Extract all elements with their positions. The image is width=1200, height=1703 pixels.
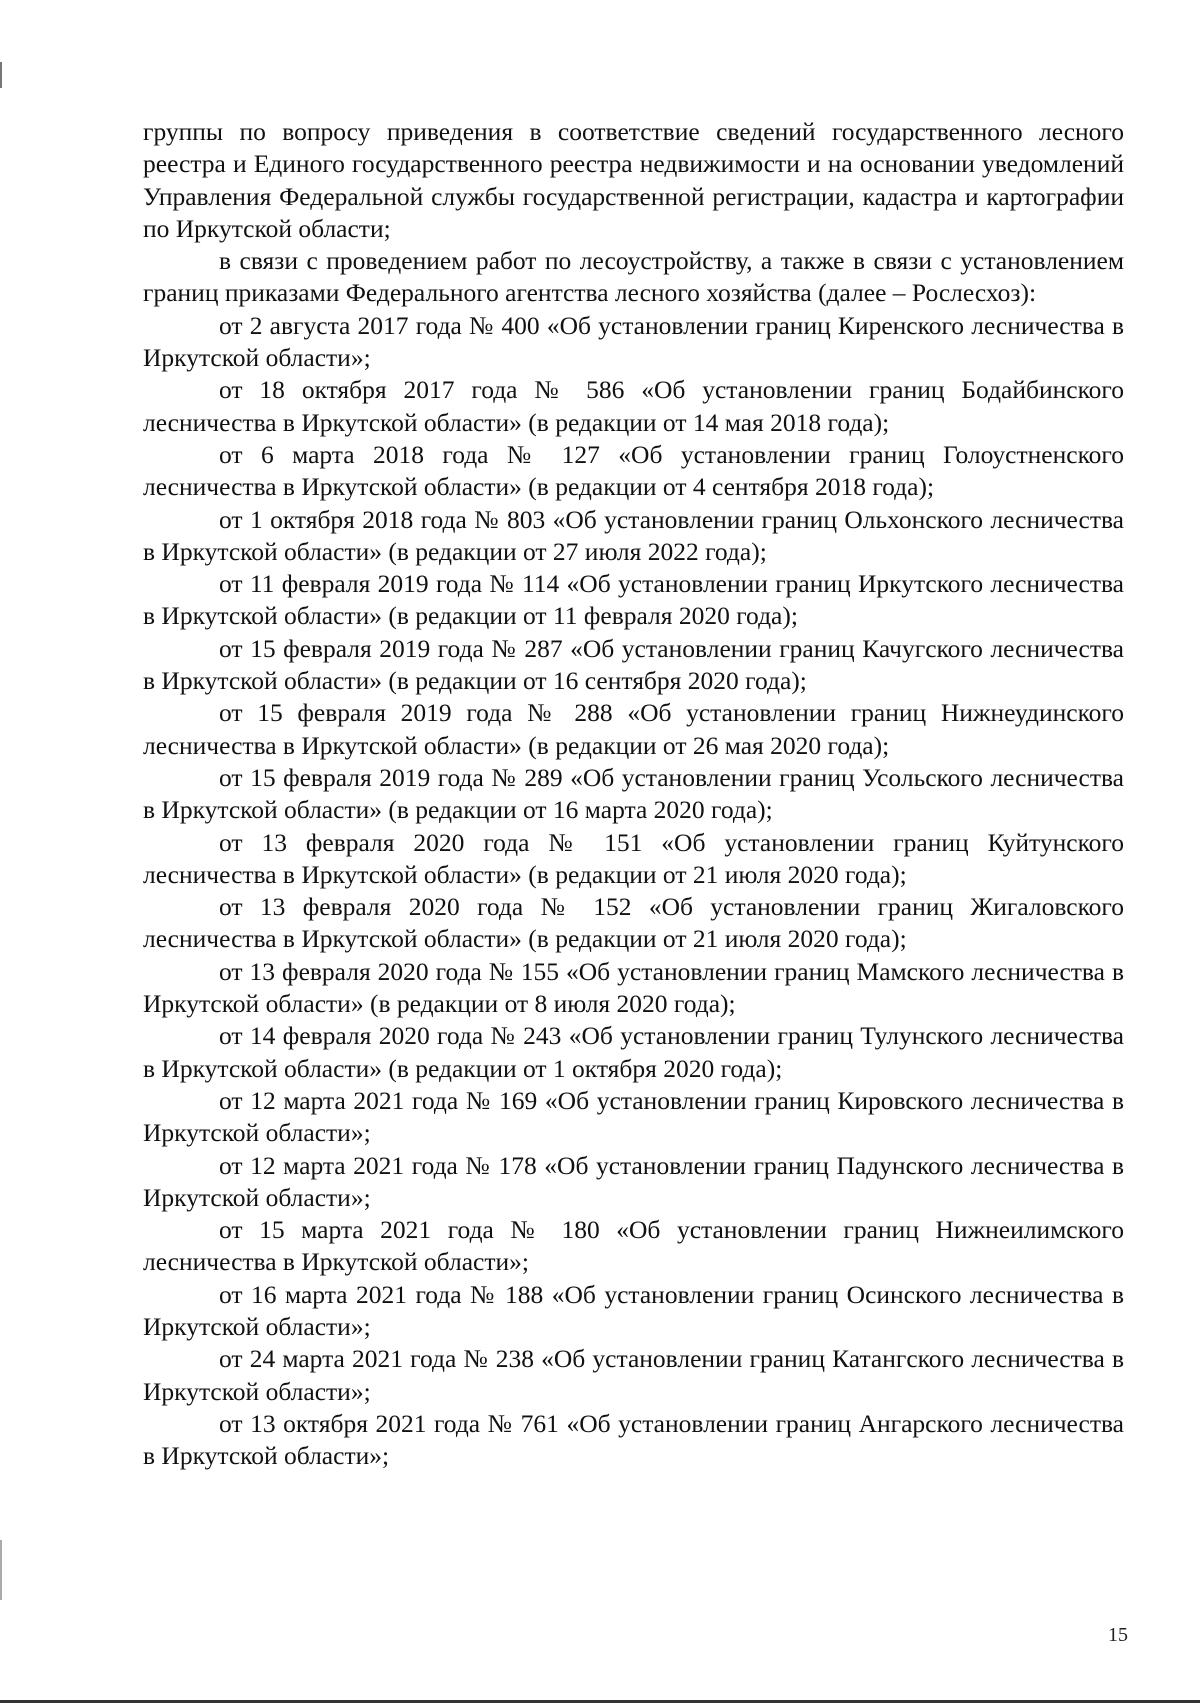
paragraph: группы по вопросу приведения в соответствие сведений государственного лесного реестра и Единого государственного реестра недвижимости и на основании уведомлений Управления Федеральной службы государственной регистрации, кадастра и картографии по Иркутской области; [143, 117, 1124, 243]
paragraph: от 12 марта 2021 года № 169 «Об установлении границ Кировского лесничества в Иркутской области»; [143, 1085, 1124, 1148]
paragraph: от 1 октября 2018 года № 803 «Об установлении границ Ольхонского лесничества в Иркутской области» (в редакции от 27 июля 2022 года); [143, 504, 1124, 566]
paragraph: от 13 октября 2021 года № 761 «Об установлении границ Ангарского лесничества в Иркутской области»; [143, 1408, 1124, 1471]
paragraph: от 15 февраля 2019 года № 288 «Об установлении границ Нижнеудинского лесничества в Иркутской области» (в редакции от 26 мая 2020 года); [143, 698, 1124, 760]
paragraph: от 13 февраля 2020 года № 152 «Об установлении границ Жигаловского лесничества в Иркутской области» (в редакции от 21 июля 2020 года); [143, 892, 1124, 954]
paragraph: от 15 февраля 2019 года № 287 «Об установлении границ Качугского лесничества в Иркутской области» (в редакции от 16 сентября 2020 года); [143, 633, 1124, 696]
paragraph: в связи с проведением работ по лесоустройству, а также в связи с установлением границ приказами Федерального агентства лесного хозяйства (далее – Рослесхоз): [143, 246, 1124, 308]
paragraph: от 15 февраля 2019 года № 289 «Об установлении границ Усольского лесничества в Иркутской области» (в редакции от 16 марта 2020 года); [143, 762, 1124, 825]
paragraph: от 2 августа 2017 года № 400 «Об установлении границ Киренского лесничества в Иркутской области»; [143, 310, 1124, 373]
paragraph: от 6 марта 2018 года № 127 «Об установлении границ Голоустненского лесничества в Иркутской области» (в редакции от 4 сентября 2018 года); [143, 439, 1124, 502]
paragraph: от 12 марта 2021 года № 178 «Об установлении границ Падунского лесничества в Иркутской области»; [143, 1150, 1124, 1212]
paragraph: от 16 марта 2021 года № 188 «Об установлении границ Осинского лесничества в Иркутской области»; [143, 1279, 1124, 1341]
scan-edge-mark [0, 62, 2, 88]
paragraph: от 18 октября 2017 года № 586 «Об установлении границ Бодайбинского лесничества в Иркутской области» (в редакции от 14 мая 2018 года); [143, 375, 1124, 437]
page-number: 15 [1108, 1624, 1128, 1646]
paragraph: от 13 февраля 2020 года № 151 «Об установлении границ Куйтунского лесничества в Иркутской области» (в редакции от 21 июля 2020 года); [143, 827, 1124, 889]
paragraph: от 11 февраля 2019 года № 114 «Об установлении границ Иркутского лесничества в Иркутской области» (в редакции от 11 февраля 2020 года); [143, 569, 1124, 631]
paragraph: от 13 февраля 2020 года № 155 «Об установлении границ Мамского лесничества в Иркутской области» (в редакции от 8 июля 2020 года); [143, 956, 1124, 1019]
document-body [143, 116, 1124, 1472]
scan-edge-mark [0, 1540, 2, 1600]
paragraph: от 24 марта 2021 года № 238 «Об установлении границ Катангского лесничества в Иркутской области»; [143, 1344, 1124, 1406]
paragraph: от 15 марта 2021 года № 180 «Об установлении границ Нижнеилимского лесничества в Иркутской области»; [143, 1215, 1124, 1277]
paragraph: от 14 февраля 2020 года № 243 «Об установлении границ Тулунского лесничества в Иркутской области» (в редакции от 1 октября 2020 года); [143, 1021, 1124, 1083]
